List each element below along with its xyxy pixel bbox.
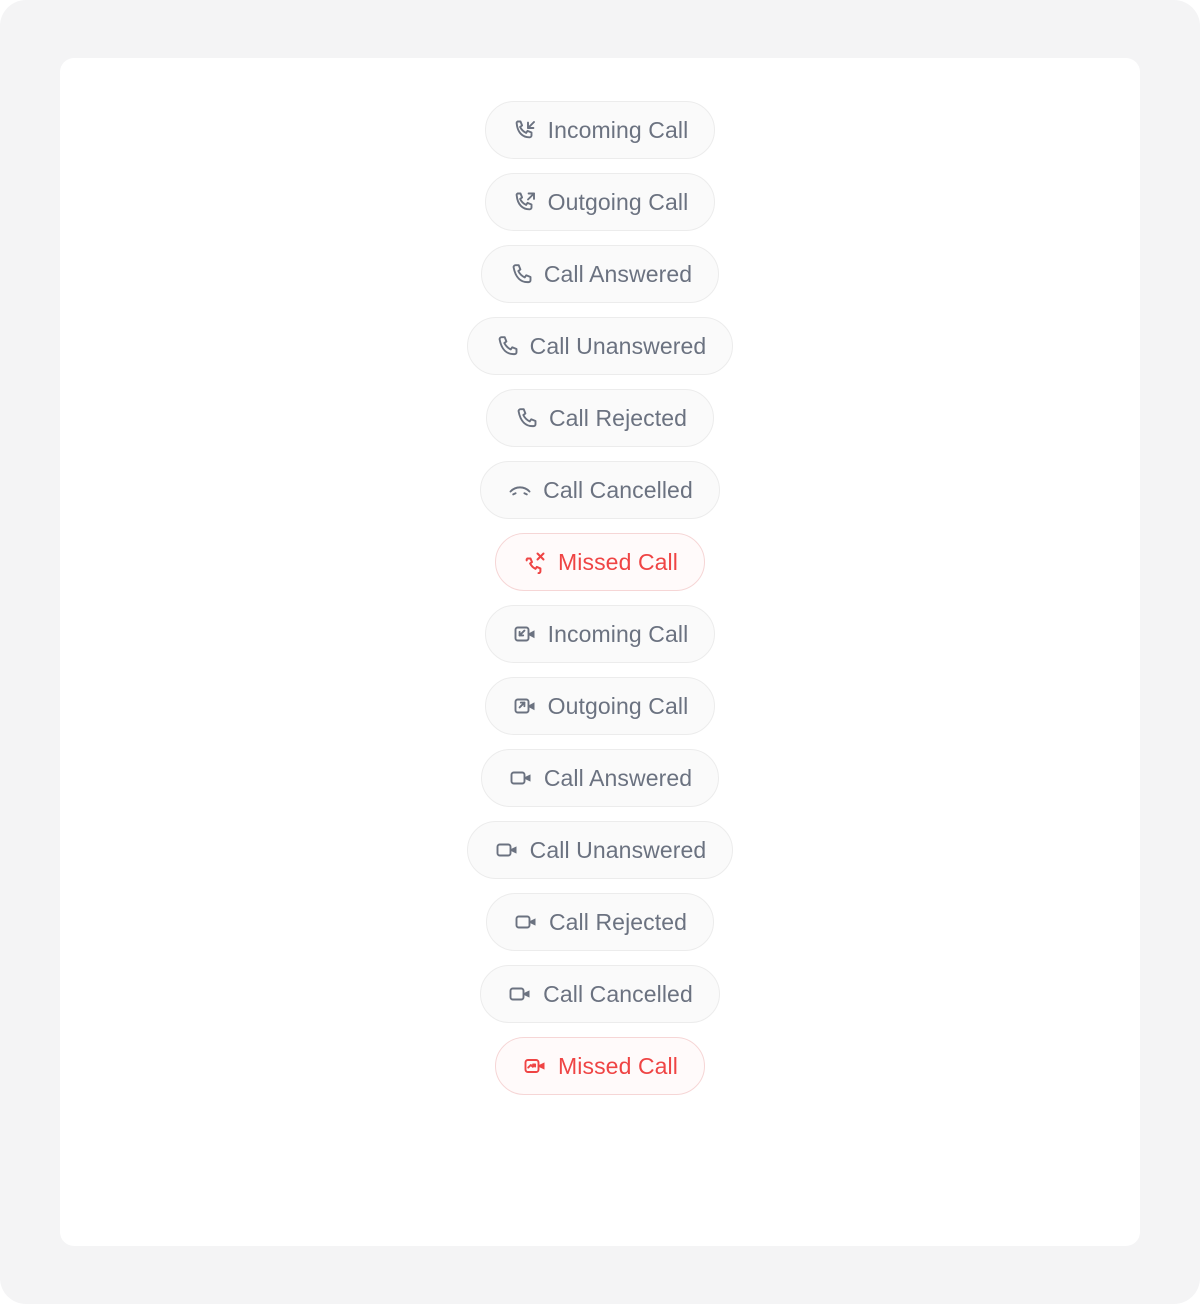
call-status-chip[interactable]: [467, 821, 734, 879]
video-camera-icon: [508, 765, 534, 791]
phone-icon: [513, 405, 539, 431]
video-incoming-icon: [512, 621, 538, 647]
phone-icon: [508, 261, 534, 287]
call-status-chip[interactable]: [486, 893, 714, 951]
call-status-chip[interactable]: [485, 677, 716, 735]
call-status-chip[interactable]: [480, 965, 720, 1023]
call-status-card: [60, 58, 1140, 1246]
call-status-chip[interactable]: [485, 101, 716, 159]
call-status-chip-label: Outgoing Call: [547, 188, 689, 215]
call-status-chip[interactable]: [486, 389, 714, 447]
call-status-chip[interactable]: [485, 173, 716, 231]
phone-outgoing-icon: [512, 189, 538, 215]
phone-missed-icon: [522, 549, 548, 575]
call-status-chip-label: Call Unanswered: [529, 836, 707, 863]
call-status-chip[interactable]: [495, 1037, 705, 1095]
call-status-chip-label: Incoming Call: [547, 116, 689, 143]
call-status-chip-label: Call Rejected: [548, 908, 688, 935]
phone-incoming-icon: [512, 117, 538, 143]
call-status-chip-label: Missed Call: [558, 548, 678, 575]
call-status-chip-label: Call Rejected: [548, 404, 688, 431]
call-status-chip-label: Missed Call: [558, 1052, 678, 1079]
call-status-chip-list: [60, 58, 1140, 1095]
call-status-chip[interactable]: [480, 461, 720, 519]
call-status-chip-label: Incoming Call: [547, 620, 689, 647]
phone-off-icon: [507, 477, 533, 503]
video-camera-icon: [513, 909, 539, 935]
call-status-chip[interactable]: [481, 749, 719, 807]
video-missed-icon: [522, 1053, 548, 1079]
phone-icon: [494, 333, 520, 359]
call-status-chip[interactable]: [495, 533, 705, 591]
call-status-chip-label: Call Cancelled: [543, 476, 693, 503]
call-status-chip[interactable]: [481, 245, 719, 303]
call-status-chip-label: Call Answered: [543, 764, 693, 791]
call-status-chip-label: Outgoing Call: [547, 692, 689, 719]
call-status-chip-label: Call Unanswered: [529, 332, 707, 359]
video-camera-icon: [494, 837, 520, 863]
call-status-chip[interactable]: [485, 605, 716, 663]
video-outgoing-icon: [512, 693, 538, 719]
call-status-chip-label: Call Answered: [543, 260, 693, 287]
video-camera-icon: [507, 981, 533, 1007]
call-status-chip[interactable]: [467, 317, 734, 375]
call-status-chip-label: Call Cancelled: [543, 980, 693, 1007]
